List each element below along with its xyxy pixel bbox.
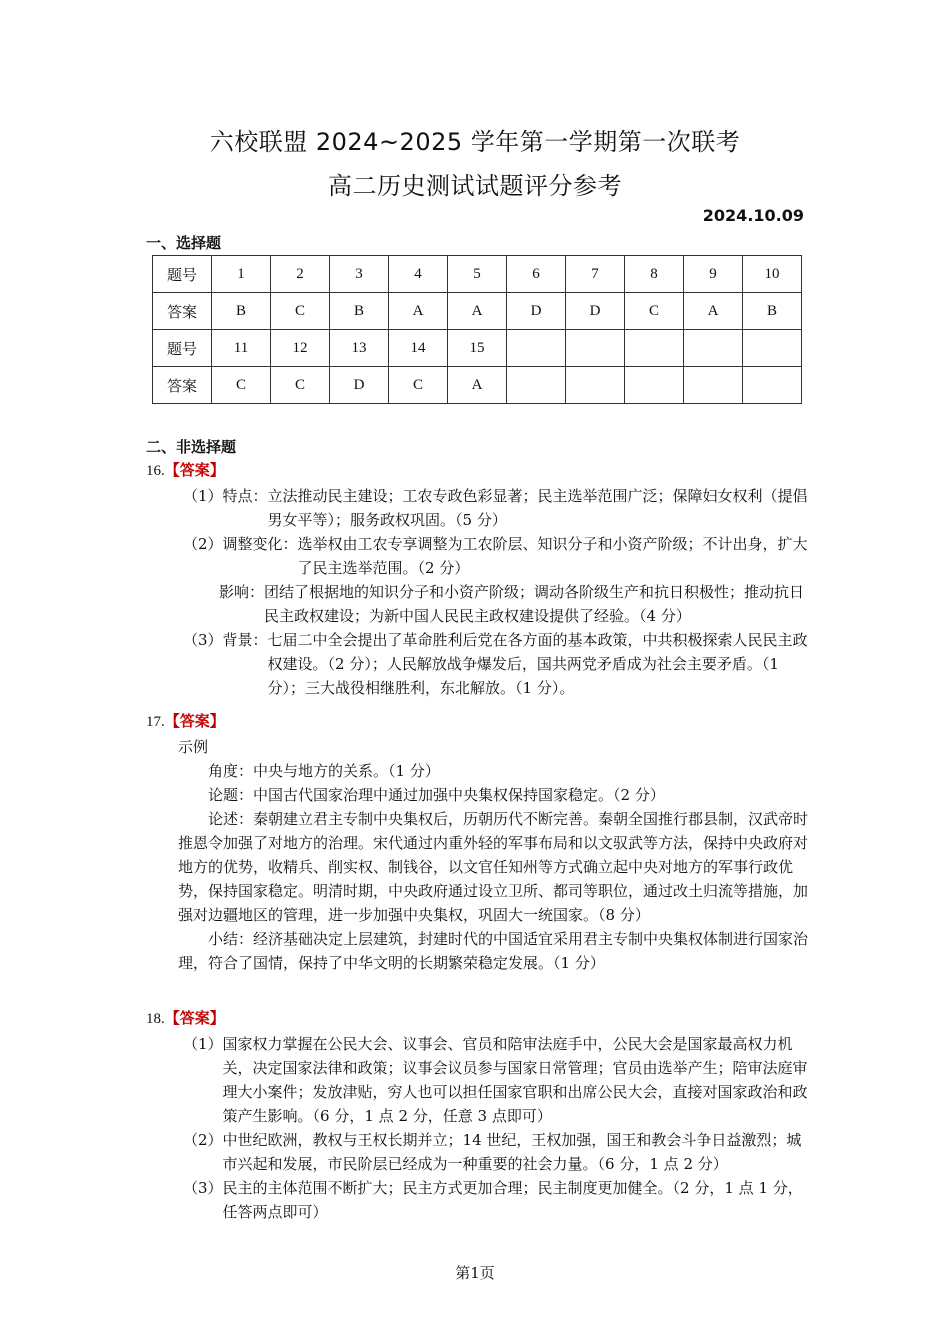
exam-title: 六校联盟 2024~2025 学年第一学期第一次联考 [209, 128, 741, 156]
q16-part1 [183, 484, 808, 532]
answer-table-cell: B [743, 293, 802, 330]
answer-table-cell: 2 [271, 256, 330, 293]
q18-part2 [183, 1128, 808, 1176]
answer-table-cell: 7 [566, 256, 625, 293]
answer-table-cell: 10 [743, 256, 802, 293]
q17-thesis: 论题：中国古代国家治理中通过加强中央集权保持国家稳定。（2 分） [208, 786, 665, 804]
answer-table [152, 255, 802, 404]
q16-number: 16. [146, 463, 165, 479]
q16-part2-label: （2）调整变化： [183, 535, 298, 553]
q16-part2-impact-label: 影响： [219, 583, 265, 601]
answer-table-cell [507, 367, 566, 404]
section-title-multiple-choice: 一、选择题 [146, 234, 222, 252]
q18-answers [183, 1032, 808, 1224]
q18-part3-text: 民主的主体范围不断扩大；民主方式更加合理；民主制度更加健全。（2 分，1 点 1 分，任答两点即可） [222, 1179, 803, 1221]
exam-date: 2024.10.09 [702, 206, 804, 225]
q16-part2 [183, 532, 808, 580]
answer-table-cell: D [507, 293, 566, 330]
q16-part3 [183, 628, 808, 700]
q16-part3-label: （3）背景： [183, 631, 268, 649]
answer-table-cell [743, 330, 802, 367]
answer-table-cell: C [212, 367, 271, 404]
answer-table-row-label: 答案 [153, 293, 212, 330]
answer-table-cell: 4 [389, 256, 448, 293]
answer-table-cell: C [271, 367, 330, 404]
q16-answers [183, 484, 808, 700]
q16-heading [146, 459, 225, 480]
section-title-non-choice: 二、非选择题 [146, 438, 237, 456]
answer-table-cell [684, 367, 743, 404]
answer-table-cell [743, 367, 802, 404]
answer-table-cell [507, 330, 566, 367]
q17-argument: 论述：秦朝建立君主专制中央集权后，历朝历代不断完善。秦朝全国推行郡县制，汉武帝时推恩令加强了对地方的治理。宋代通过内重外轻的军事布局和以文驭武等方法，保持中央政府对地方的优势，收精兵、削实权、制钱谷，以文官任知州等方式确立起中央对地方的军事行政优势，保持国家稳定。明清时期，中央政府通过设立卫所、都司等职位，通过改土归流等措施，加强对边疆地区的管理，进一步加强中央集权，巩固大一统国家。（8 分） [178, 810, 809, 924]
answer-table-cell: 12 [271, 330, 330, 367]
q16-part2-text: 选举权由工农专享调整为工农阶层、知识分子和小资产阶级；不计出身，扩大了民主选举范围。（2 分） [297, 535, 808, 577]
answer-table-row [153, 367, 802, 404]
q18-part1 [183, 1032, 808, 1128]
answer-table-cell: 1 [212, 256, 271, 293]
answer-table-cell [566, 367, 625, 404]
answer-table-cell: C [271, 293, 330, 330]
q16-part2-impact-text: 团结了根据地的知识分子和小资产阶级；调动各阶级生产和抗日积极性；推动抗日民主政权建设；为新中国人民民主政权建设提供了经验。（4 分） [264, 583, 805, 625]
answer-table-cell [566, 330, 625, 367]
answer-table-cell [684, 330, 743, 367]
answer-table-cell: 11 [212, 330, 271, 367]
q18-number: 18. [146, 1011, 165, 1027]
answer-table-row-label: 答案 [153, 367, 212, 404]
q18-part2-text: 中世纪欧洲，教权与王权长期并立；14 世纪，王权加强，国王和教会斗争日益激烈；城市兴起和发展，市民阶层已经成为一种重要的社会力量。（6 分，1 点 2 分） [222, 1131, 802, 1173]
answer-table-cell: A [448, 293, 507, 330]
answer-table-cell: B [330, 293, 389, 330]
answer-table-cell: 14 [389, 330, 448, 367]
q18-part2-label: （2） [183, 1131, 223, 1149]
q16-part1-text: 立法推动民主建设；工农专政色彩显著；民主选举范围广泛；保障妇女权利（提倡男女平等）；服务政权巩固。（5 分） [267, 487, 808, 529]
answer-table-cell: 15 [448, 330, 507, 367]
q18-part3-label: （3） [183, 1179, 223, 1197]
answer-table-cell: 3 [330, 256, 389, 293]
q17-example-label: 示例 [178, 738, 209, 756]
q16-part1-label: （1）特点： [183, 487, 268, 505]
q17-heading [146, 710, 225, 731]
q18-part1-text: 国家权力掌握在公民大会、议事会、官员和陪审法庭手中，公民大会是国家最高权力机关，决定国家法律和政策；议事会议员参与国家日常管理；官员由选举产生；陪审法庭审理大小案件；发放津贴，穷人也可以担任国家官职和出席公民大会，直接对国家政治和政策产生影响。（6 分，1 点 2 分，任意 3 点即可） [222, 1035, 808, 1125]
answer-table-cell: D [566, 293, 625, 330]
answer-table-cell: A [389, 293, 448, 330]
q17-angle: 角度：中央与地方的关系。（1 分） [208, 762, 440, 780]
q16-part3-text: 七届二中全会提出了革命胜利后党在各方面的基本政策，中共积极探索人民民主政权建设。（2 分）；人民解放战争爆发后，国共两党矛盾成为社会主要矛盾。（1 分）；三大战役相继胜利，东北解放。（1 分）。 [267, 631, 808, 697]
page-number: 第1页 [455, 1264, 495, 1282]
answer-table-row [153, 256, 802, 293]
answer-table-cell: A [684, 293, 743, 330]
q16-part2-impact [183, 580, 808, 628]
answer-table-cell: C [389, 367, 448, 404]
answer-table-cell: A [448, 367, 507, 404]
answer-table-cell: 5 [448, 256, 507, 293]
q18-heading [146, 1007, 225, 1028]
q17-summary: 小结：经济基础决定上层建筑，封建时代的中国适宜采用君主专制中央集权体制进行国家治理，符合了国情，保持了中华文明的长期繁荣稳定发展。（1 分） [178, 930, 809, 972]
answer-table-cell: D [330, 367, 389, 404]
q18-part1-label: （1） [183, 1035, 223, 1053]
answer-table-cell: B [212, 293, 271, 330]
answer-table-cell [625, 367, 684, 404]
answer-table-row [153, 293, 802, 330]
answer-table-cell: 8 [625, 256, 684, 293]
exam-subtitle: 高二历史测试试题评分参考 [328, 172, 622, 200]
answer-table-row-label: 题号 [153, 256, 212, 293]
q18-part3 [183, 1176, 808, 1224]
answer-table-row [153, 330, 802, 367]
answer-table-row-label: 题号 [153, 330, 212, 367]
answer-table-cell: 9 [684, 256, 743, 293]
q17-answers [178, 759, 810, 975]
q16-answer-tag: 【答案】 [164, 461, 225, 479]
q17-number: 17. [146, 714, 165, 730]
answer-table-cell [625, 330, 684, 367]
q18-answer-tag: 【答案】 [164, 1009, 225, 1027]
answer-table-cell: C [625, 293, 684, 330]
answer-table-cell: 6 [507, 256, 566, 293]
q17-answer-tag: 【答案】 [164, 712, 225, 730]
answer-table-cell: 13 [330, 330, 389, 367]
